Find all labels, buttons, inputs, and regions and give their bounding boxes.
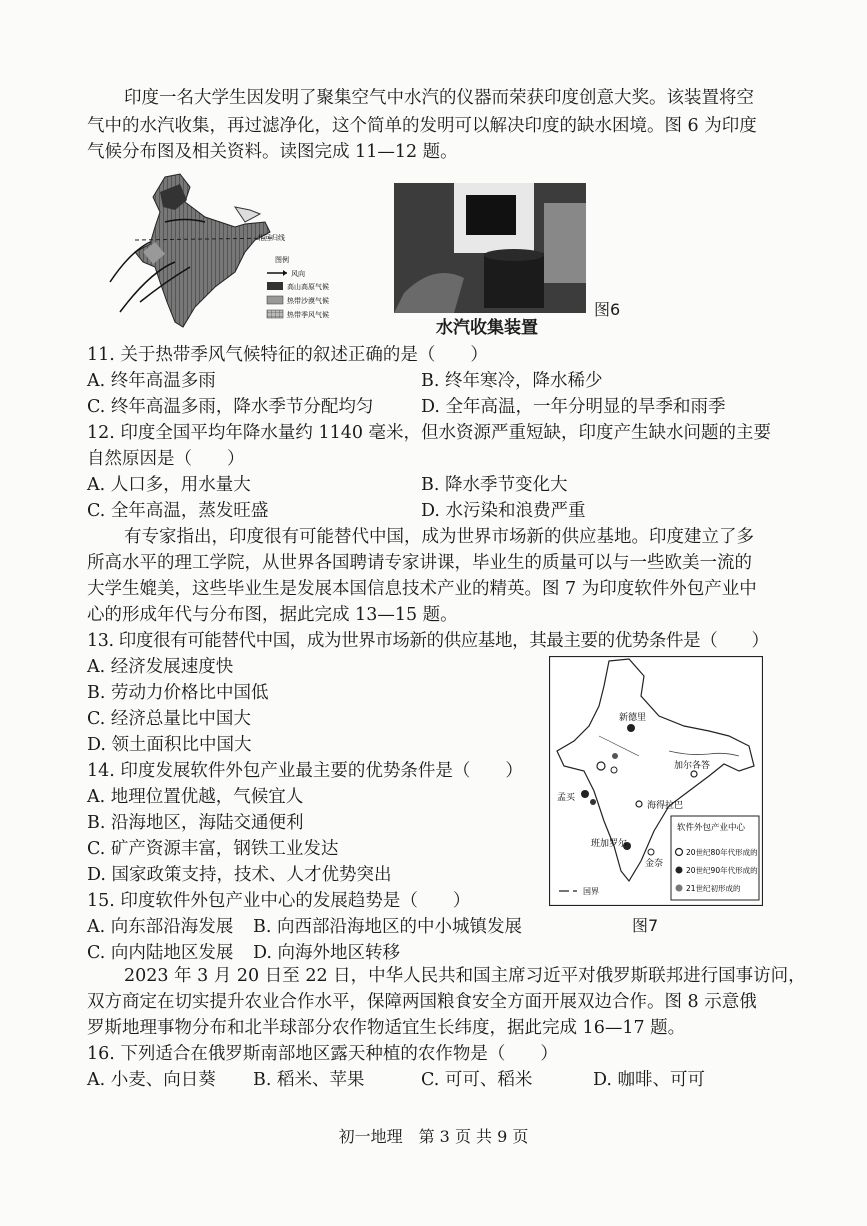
fig7-label: 图7 <box>632 916 659 935</box>
q12-option-d[interactable]: D. 水污染和浪费严重 <box>421 501 586 521</box>
city-newdelhi: 新德里 <box>619 713 647 723</box>
intro2-line4: 心的形成年代与分布图，据此完成 13—15 题。 <box>87 605 458 625</box>
q13-option-d[interactable]: D. 领土面积比中国大 <box>87 735 252 755</box>
intro2-line3: 大学生媲美，这些毕业生是发展本国信息技术产业的精英。图 7 为印度软件外包产业中 <box>87 579 757 599</box>
water-collector-photo <box>394 183 586 313</box>
fig6-legend-monsoon: 热带季风气候 <box>287 311 329 319</box>
q11-option-a[interactable]: A. 终年高温多雨 <box>87 371 216 391</box>
city-kolkata: 加尔各答 <box>674 761 711 771</box>
intro1-line2: 气中的水汽收集，再过滤净化，这个简单的发明可以解决印度的缺水困境。图 6 为印度 <box>87 116 757 136</box>
fig6-label: 图6 <box>594 300 621 319</box>
q11-option-d[interactable]: D. 全年高温，一年分明显的旱季和雨季 <box>421 397 726 417</box>
q13-option-c[interactable]: C. 经济总量比中国大 <box>87 709 251 729</box>
fig6-legend-highland: 高山高原气候 <box>287 283 329 291</box>
india-climate-map <box>95 172 365 332</box>
city-hyderabad: 海得拉巴 <box>647 801 684 811</box>
q11-stem: 11. 关于热带季风气候特征的叙述正确的是（ ） <box>87 345 488 365</box>
fig7-legend-21c: 21世纪初形成的 <box>686 884 741 893</box>
q16-option-c[interactable]: C. 可可、稻米 <box>421 1070 533 1090</box>
q12-option-a[interactable]: A. 人口多，用水量大 <box>87 475 251 495</box>
q14-option-c[interactable]: C. 矿产资源丰富，钢铁工业发达 <box>87 839 339 859</box>
q13-option-b[interactable]: B. 劳动力价格比中国低 <box>87 683 269 703</box>
q12-stem-line2: 自然原因是（ ） <box>87 449 245 469</box>
q14-option-b[interactable]: B. 沿海地区，海陆交通便利 <box>87 813 304 833</box>
fig7-legend-80s: 20世纪80年代形成的 <box>686 848 758 857</box>
q16-stem: 16. 下列适合在俄罗斯南部地区露天种植的农作物是（ ） <box>87 1044 558 1064</box>
q14-option-d[interactable]: D. 国家政策支持，技术、人才优势突出 <box>87 865 392 885</box>
intro1-line3: 气候分布图及相关资料。读图完成 11—12 题。 <box>87 142 458 162</box>
intro3-line2: 双方商定在切实提升农业合作水平，保障两国粮食安全方面开展双边合作。图 8 示意俄 <box>87 992 757 1012</box>
q11-option-c[interactable]: C. 终年高温多雨，降水季节分配均匀 <box>87 397 374 417</box>
intro3-line1: 2023 年 3 月 20 日至 22 日，中华人民共和国主席习近平对俄罗斯联邦进行国事访问， <box>124 966 806 986</box>
intro2-line1: 有专家指出，印度很有可能替代中国，成为世界市场新的供应基地。印度建立了多 <box>124 527 754 547</box>
page-footer: 初一地理 第 3 页 共 9 页 <box>338 1127 529 1146</box>
fig6-legend-wind: 风向 <box>291 270 305 278</box>
india-software-map <box>549 656 763 906</box>
q12-option-c[interactable]: C. 全年高温，蒸发旺盛 <box>87 501 269 521</box>
fig7-border-label: 国界 <box>583 887 599 896</box>
city-bangalore: 班加罗尔 <box>591 839 628 849</box>
fig6-caption: 水汽收集装置 <box>436 318 538 338</box>
tropic-label: 北回归线 <box>257 234 285 242</box>
q14-option-a[interactable]: A. 地理位置优越，气候宜人 <box>87 787 304 807</box>
q13-option-a[interactable]: A. 经济发展速度快 <box>87 657 234 677</box>
q14-stem: 14. 印度发展软件外包产业最主要的优势条件是（ ） <box>87 761 523 781</box>
q12-stem-line1: 12. 印度全国平均年降水量约 1140 毫米，但水资源严重短缺，印度产生缺水问题的主要 <box>87 423 772 443</box>
fig7-legend-title: 软件外包产业中心 <box>677 823 746 833</box>
q15-option-d[interactable]: D. 向海外地区转移 <box>253 943 401 963</box>
city-newdelhi-dot <box>627 724 635 732</box>
fig6-legend-desert: 热带沙漠气候 <box>287 297 329 305</box>
fig6-legend-title: 图例 <box>275 256 289 264</box>
q16-option-d[interactable]: D. 咖啡、可可 <box>593 1070 706 1090</box>
intro2-line2: 所高水平的理工学院，从世界各国聘请专家讲课，毕业生的质量可以与一些欧美一流的 <box>87 553 752 573</box>
intro1-line1: 印度一名大学生因发明了聚集空气中水汽的仪器而荣获印度创意大奖。该装置将空 <box>124 88 754 108</box>
fig7-legend-90s: 20世纪90年代形成的 <box>686 866 758 875</box>
q11-option-b[interactable]: B. 终年寒冷，降水稀少 <box>421 371 603 391</box>
q12-option-b[interactable]: B. 降水季节变化大 <box>421 475 568 495</box>
q15-option-b[interactable]: B. 向西部沿海地区的中小城镇发展 <box>253 917 522 937</box>
q16-option-a[interactable]: A. 小麦、向日葵 <box>87 1070 216 1090</box>
q13-stem: 13. 印度很有可能替代中国，成为世界市场新的供应基地，其最主要的优势条件是（ ） <box>87 631 769 651</box>
city-mumbai: 孟买 <box>557 793 576 803</box>
q16-option-b[interactable]: B. 稻米、苹果 <box>253 1070 365 1090</box>
intro3-line3: 罗斯地理事物分布和北半球部分农作物适宜生长纬度，据此完成 16—17 题。 <box>87 1018 686 1038</box>
q15-option-a[interactable]: A. 向东部沿海发展 <box>87 917 234 937</box>
city-chennai: 金奈 <box>645 859 664 869</box>
q15-option-c[interactable]: C. 向内陆地区发展 <box>87 943 234 963</box>
q15-stem: 15. 印度软件外包产业中心的发展趋势是（ ） <box>87 891 471 911</box>
